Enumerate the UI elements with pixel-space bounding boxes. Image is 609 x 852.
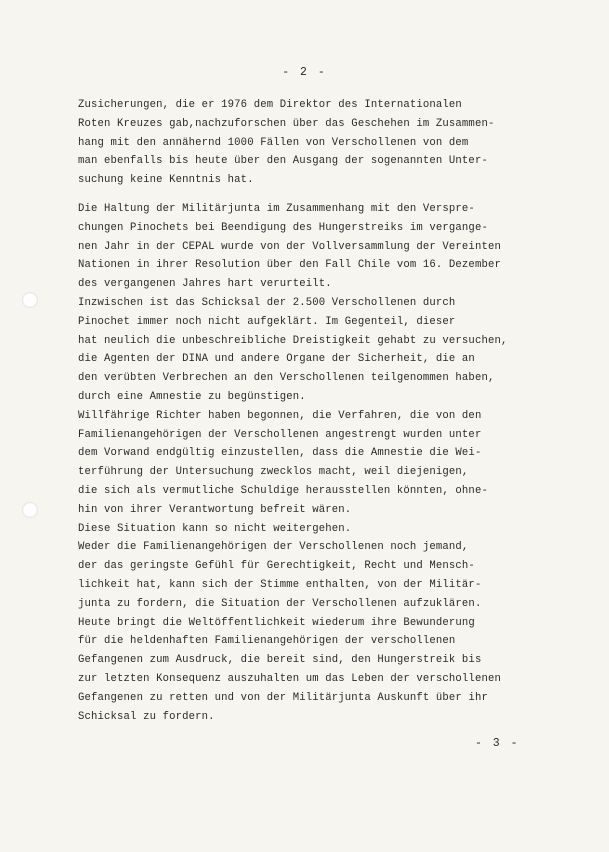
next-page-marker: - 3 - (475, 737, 520, 750)
text-line: Gefangenen zum Ausdruck, die bereit sind, den Hungerstreik bis (78, 654, 482, 667)
text-line: die sich als vermutliche Schuldige herausstellen könnten, ohne- (78, 484, 488, 497)
text-line: Inzwischen ist das Schicksal der 2.500 Verschollenen durch (78, 296, 456, 309)
text-line: Roten Kreuzes gab,nachzuforschen über das Geschehen im Zusammen- (78, 117, 495, 130)
text-line: Nationen in ihrer Resolution über den Fall Chile vom 16. Dezember (78, 259, 501, 272)
text-line: hat neulich die unbeschreibliche Dreistigkeit gehabt zu versuchen, (78, 334, 508, 347)
text-line: Die Haltung der Militärjunta im Zusammenhang mit den Verspre- (78, 202, 475, 215)
punch-hole (22, 502, 38, 518)
text-line: Gefangenen zu retten und von der Militärjunta Auskunft über ihr (78, 691, 488, 704)
text-line: den verübten Verbrechen an den Verschollenen teilgenommen haben, (78, 372, 495, 385)
text-line: lichkeit hat, kann sich der Stimme enthalten, von der Militär- (78, 578, 482, 591)
text-line: des vergangenen Jahres hart verurteilt. (78, 278, 332, 291)
punch-hole (22, 292, 38, 308)
page-number: - 2 - (282, 66, 327, 79)
text-line: Heute bringt die Weltöffentlichkeit wiederum ihre Bewunderung (78, 616, 475, 629)
paragraph-2 (78, 200, 568, 726)
text-line: für die heldenhaften Familienangehörigen der verschollenen (78, 635, 456, 648)
text-line: die Agenten der DINA und andere Organe der Sicherheit, die an (78, 353, 475, 366)
text-line: Pinochet immer noch nicht aufgeklärt. Im Gegenteil, dieser (78, 315, 456, 328)
text-line: terführung der Untersuchung zwecklos macht, weil diejenigen, (78, 466, 469, 479)
text-line: Weder die Familienangehörigen der Verschollenen noch jemand, (78, 541, 469, 554)
text-line: junta zu fordern, die Situation der Verschollenen aufzuklären. (78, 597, 482, 610)
text-line: durch eine Amnestie zu begünstigen. (78, 390, 306, 403)
text-line: der das geringste Gefühl für Gerechtigkeit, Recht und Mensch- (78, 560, 475, 573)
text-line: Schicksal zu fordern. (78, 710, 215, 723)
paragraph-gap (78, 190, 568, 200)
text-line: dem Vorwand endgültig einzustellen, dass die Amnestie die Wei- (78, 447, 482, 460)
text-line: Willfährige Richter haben begonnen, die Verfahren, die von den (78, 409, 482, 422)
text-line: Familienangehörigen der Verschollenen angestrengt wurden unter (78, 428, 482, 441)
paragraph-1 (78, 96, 568, 190)
text-line: chungen Pinochets bei Beendigung des Hungerstreiks im vergange- (78, 221, 488, 234)
text-line: Diese Situation kann so nicht weitergehen. (78, 522, 352, 535)
text-line: zur letzten Konsequenz auszuhalten um das Leben der verschollenen (78, 672, 501, 685)
text-line: hin von ihrer Verantwortung befreit wären. (78, 503, 352, 516)
text-line: hang mit den annähernd 1000 Fällen von Verschollenen von dem (78, 136, 469, 149)
text-line: man ebenfalls bis heute über den Ausgang der sogenannten Unter- (78, 155, 488, 168)
text-line: suchung keine Kenntnis hat. (78, 174, 254, 187)
text-line: Zusicherungen, die er 1976 dem Direktor des Internationalen (78, 99, 462, 111)
text-line: nen Jahr in der CEPAL wurde von der Vollversammlung der Vereinten (78, 240, 501, 253)
body-text (78, 96, 568, 726)
